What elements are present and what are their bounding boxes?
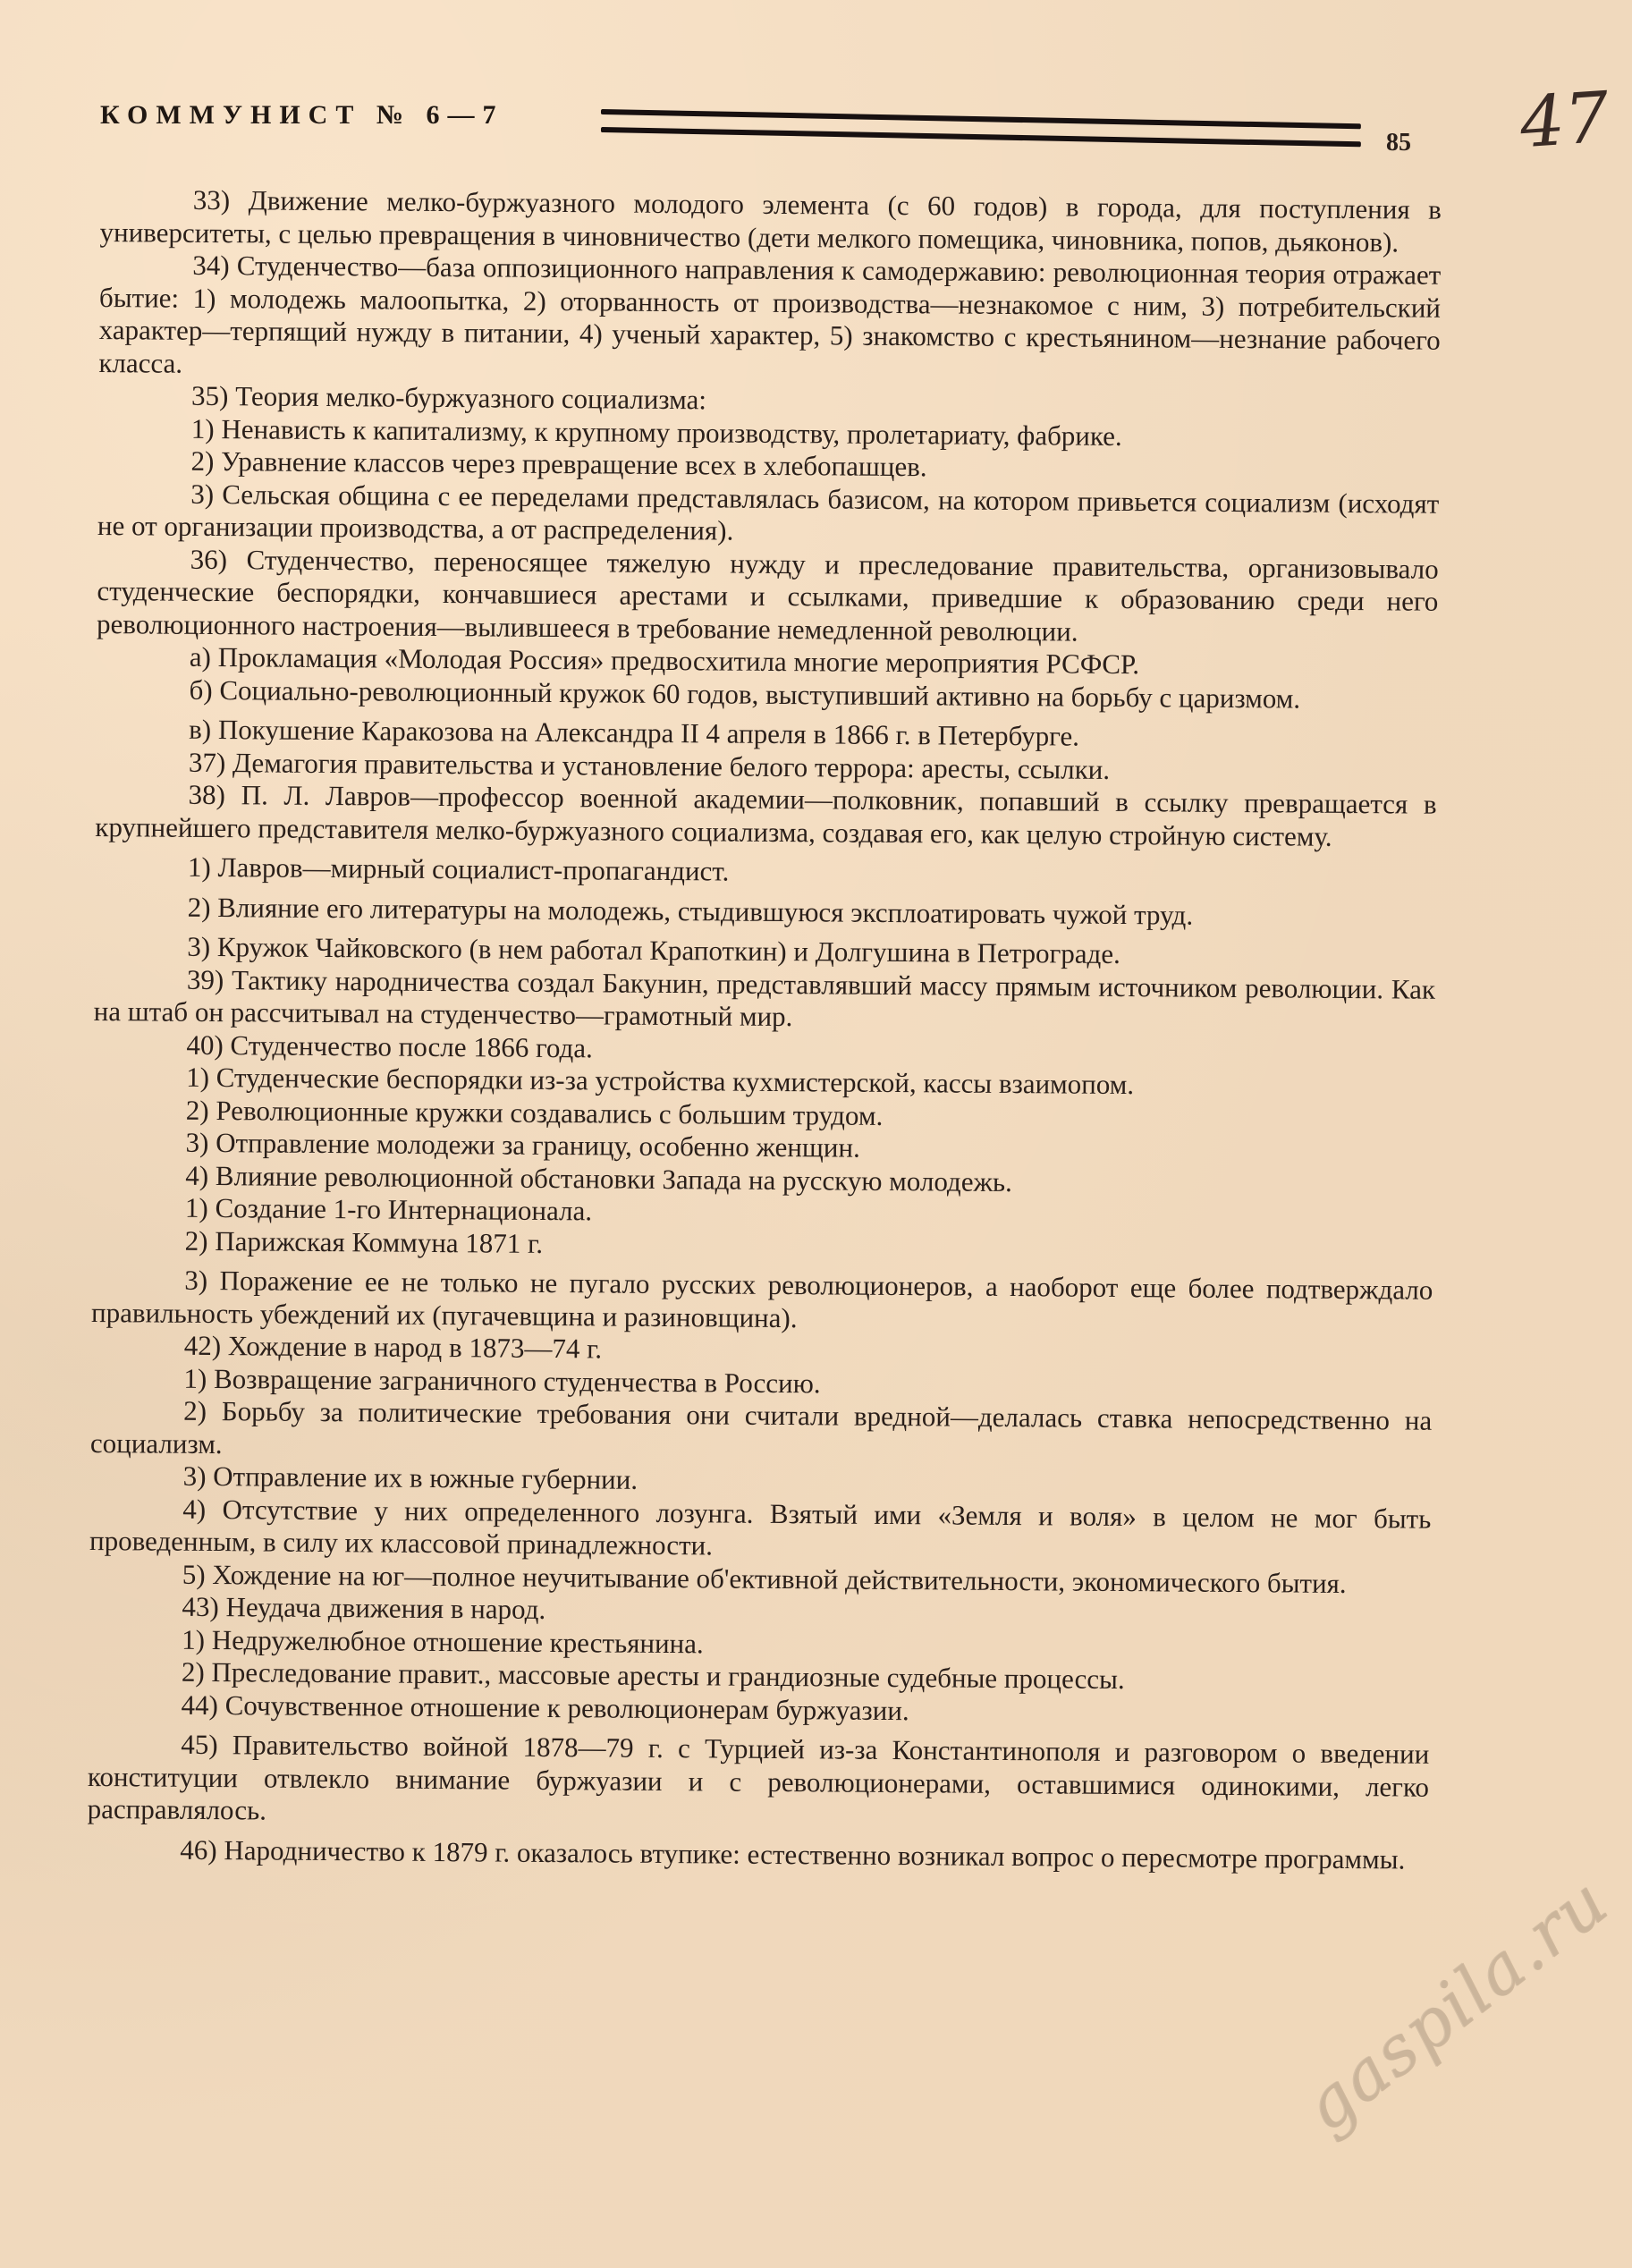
journal-title: КОММУНИСТ № 6—7 (100, 100, 504, 130)
paragraph: 4) Отсутствие у них определенного лозунга. Взятый ими «Земля и воля» в целом не мог быть проведенным, в силу их классовой принадлежности. (89, 1493, 1432, 1561)
paragraph: 38) П. Л. Лавров—профессор военной академии—полковник, попавший в ссылку превращается в крупнейшего представителя мелко-буржуазного социализма, создавая его, как целую стройную систему. (95, 778, 1437, 852)
paragraph: в) Покушение Каракозова на Александра II 4 апреля в 1866 г. в Петербурге. (189, 713, 1080, 752)
paragraph: 37) Демагогия правительства и установление белого террора: аресты, ссылки. (188, 746, 1111, 785)
paragraph: 3) Отправление их в южные губернии. (182, 1460, 638, 1495)
paragraph: 2) Влияние его литературы на молодежь, стыдившуюся эксплоатировать чужой труд. (187, 891, 1194, 931)
paragraph: 34) Студенчество—база оппозиционного направления к самодержавию: революционная теория отражает бытие: 1) молодежь малоопытка, 2) оторванность от производства—незнакомое с ним, 3) потребительский характер—терпящий нужду в питании, 4) ученый характер, 5) знакомство с крестьянином—незнание рабочего класса. (98, 249, 1442, 379)
paragraph: 3) Отправление молодежи за границу, особенно женщин. (185, 1126, 860, 1164)
paragraph: 43) Неудача движения в народ. (182, 1590, 546, 1625)
paragraph: 1) Лавров—мирный социалист-пропагандист. (187, 850, 730, 887)
paragraph: 2) Парижская Коммуна 1871 г. (184, 1224, 544, 1259)
page-header (100, 100, 1424, 157)
paragraph: 1) Ненависть к капитализму, к крупному производству, пролетариату, фабрике. (190, 412, 1122, 452)
paragraph: 2) Революционные кружки создавались с большим трудом. (185, 1094, 884, 1131)
header-rule-top (601, 109, 1361, 129)
paragraph: 35) Теория мелко-буржуазного социализма: (191, 379, 707, 416)
paragraph: 2) Уравнение классов через превращение всех в хлебопашцев. (190, 444, 927, 483)
body-text (87, 183, 1442, 1876)
paragraph: 36) Студенчество, переносящее тяжелую нужду и преследование правительства, организовывало студенческие беспорядки, кончавшиеся арестами и ссылками, приведшие к образованию среди него революционного настроения—вылившееся в требование немедленной революции. (96, 543, 1439, 647)
paragraph: б) Социально-революционный кружок 60 годов, выступивший активно на борьбу с царизмом. (189, 673, 1301, 715)
paragraph: 1) Студенческие беспорядки из-за устройства кухмистерской, кассы взаимопом. (186, 1061, 1135, 1101)
paragraph: а) Прокламация «Молодая Россия» предвосхитила многие мероприятия РСФСР. (189, 640, 1140, 681)
paragraph: 3) Кружок Чайковского (в нем работал Крапоткин) и Долгушина в Петрограде. (187, 930, 1121, 969)
header-rule-bottom (601, 127, 1361, 147)
paragraph: 40) Студенчество после 1866 года. (186, 1028, 594, 1063)
handwritten-page-number: 47 (1517, 77, 1612, 165)
paragraph: 1) Создание 1-го Интернационала. (184, 1191, 593, 1227)
paragraph: 46) Народничество к 1879 г. оказалось втупике: естественно возникал вопрос о пересмотре программы. (180, 1833, 1406, 1875)
paragraph: 33) Движение мелко-буржуазного молодого элемента (с 60 годов) в города, для поступления в университеты, с целью превращения в чиновничество (дети мелкого помещика, чиновника, попов, дьяконов). (99, 183, 1442, 258)
watermark: gaspila.ru (1288, 1860, 1622, 2147)
paragraph: 2) Борьбу за политические требования они считали вредной—делалась ставка непосредственно на социализм. (89, 1394, 1433, 1460)
paragraph: 42) Хождение в народ в 1873—74 г. (183, 1329, 603, 1365)
page-number: 85 (1386, 129, 1411, 157)
paragraph: 39) Тактику народничества создал Бакунин, представлявший массу прямым источником революции. Как на штаб он рассчитывал на студенчество—грамотный мир. (93, 963, 1436, 1033)
paragraph: 45) Правительство войной 1878—79 г. с Турцией из-за Константинополя и разговором о введении конституции отвлекло внимание буржуазии и с революционерами, оставшимися одинокими, легко расправлялось. (87, 1728, 1430, 1826)
paragraph: 3) Поражение ее не только не пугало русских революционеров, а наоборот еще более подтверждало правильность убеждений их (пугачевщина и разиновщина). (90, 1264, 1433, 1333)
paragraph: 2) Преследование правит., массовые аресты и грандиозные судебные процессы. (181, 1655, 1125, 1696)
paragraph: 3) Сельская община с ее переделами представлялась базисом, на котором привьется социализм (исходят не от организации производства, а от распределения). (97, 478, 1440, 546)
paragraph: 4) Влияние революционной обстановки Запада на русскую молодежь. (185, 1159, 1012, 1197)
paragraph: 1) Недружелюбное отношение крестьянина. (182, 1623, 704, 1659)
paragraph: 5) Хождение на юг—полное неучитывание об'ективной действительности, экономического бытия. (182, 1558, 1347, 1599)
paragraph: 44) Сочувственное отношение к революционерам буржуазии. (181, 1688, 909, 1726)
paragraph: 1) Возвращение заграничного студенчества в Россию. (183, 1362, 821, 1399)
